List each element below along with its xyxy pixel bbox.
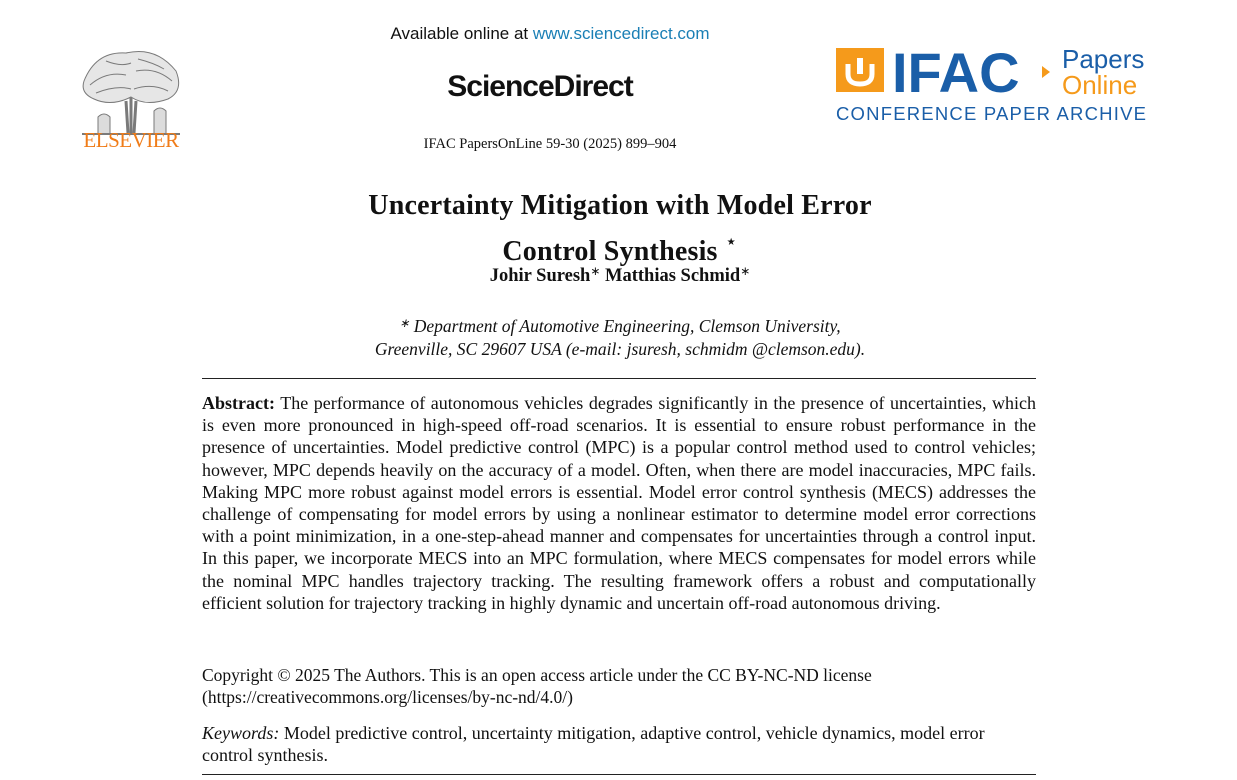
keywords <box>202 722 1036 766</box>
author-2: Matthias Schmid <box>605 266 741 286</box>
keywords-text: Model predictive control, uncertainty mitigation, adaptive control, vehicle dynamics, model error control synthesis. <box>202 723 985 765</box>
ifac-archive-text: CONFERENCE PAPER ARCHIVE <box>836 103 1148 124</box>
available-online-line <box>300 24 800 44</box>
abstract <box>202 392 1036 614</box>
author-list <box>220 264 1020 287</box>
ifac-main-text: IFAC <box>892 44 1020 104</box>
ifac-online-text: Online <box>1062 70 1138 100</box>
ifac-papers-text: Papers <box>1062 44 1145 74</box>
abstract-label: Abstract: <box>202 393 275 413</box>
paper-title <box>220 188 1020 270</box>
copyright-notice <box>202 664 1036 708</box>
title-line-1: Uncertainty Mitigation with Model Error <box>368 190 872 221</box>
top-divider <box>202 378 1036 379</box>
author-1: Johir Suresh <box>489 266 591 286</box>
journal-reference: IFAC PapersOnLine 59-30 (2025) 899–904 <box>423 136 677 152</box>
affiliation <box>220 312 1020 361</box>
bottom-divider <box>202 774 1036 775</box>
affiliation-line-1-text: Department of Automotive Engineering, Clemson University, <box>413 316 841 336</box>
sciencedirect-brand: ScienceDirect <box>447 70 633 103</box>
author-1-mark: ∗ <box>590 264 601 278</box>
sciencedirect-link[interactable]: www.sciencedirect.com <box>532 24 710 43</box>
license-link[interactable]: (https://creativecommons.org/licenses/by-nc-nd/4.0/) <box>202 687 573 707</box>
title-footnote-mark: ⋆ <box>724 231 738 253</box>
ifac-logo <box>834 44 1164 126</box>
author-2-mark: ∗ <box>740 264 751 278</box>
affiliation-mark: ∗ <box>399 316 410 330</box>
elsevier-wordmark: ELSEVIER <box>83 128 179 152</box>
affiliation-line-1 <box>220 312 1020 338</box>
abstract-text: The performance of autonomous vehicles degrades significantly in the presence of uncertainties, which is even more pronounced in high-speed off-road scenarios. It is essential to ensure robust performance in the presence of uncertainties. Model predictive control (MPC) is a popular control method used to control vehicles; however, MPC depends heavily on the accuracy of a model. Often, when there are model inaccuracies, MPC fails. Making MPC more robust against model errors is essential. Model error control synthesis (MECS) addresses the challenge of compensating for model errors by using a nonlinear estimator to determine model error corrections with a point minimization, in a one-step-ahead manner and compensates for uncertainties through a control input. In this paper, we incorporate MECS into an MPC formulation, where MECS compensates for model errors while the nominal MPC handles trajectory tracking. The resulting framework offers a robust and computationally efficient solution for trajectory tracking in highly dynamic and uncertain off-road autonomous driving. <box>202 393 1036 613</box>
title-line-2-text: Control Synthesis <box>502 236 718 267</box>
available-prefix: Available online at <box>390 24 533 43</box>
affiliation-line-2: Greenville, SC 29607 USA (e-mail: jsuresh, schmidm @clemson.edu). <box>374 339 866 359</box>
copyright-text: Copyright © 2025 The Authors. This is an open access article under the CC BY-NC-ND license <box>202 665 872 685</box>
keywords-label: Keywords: <box>202 723 280 743</box>
